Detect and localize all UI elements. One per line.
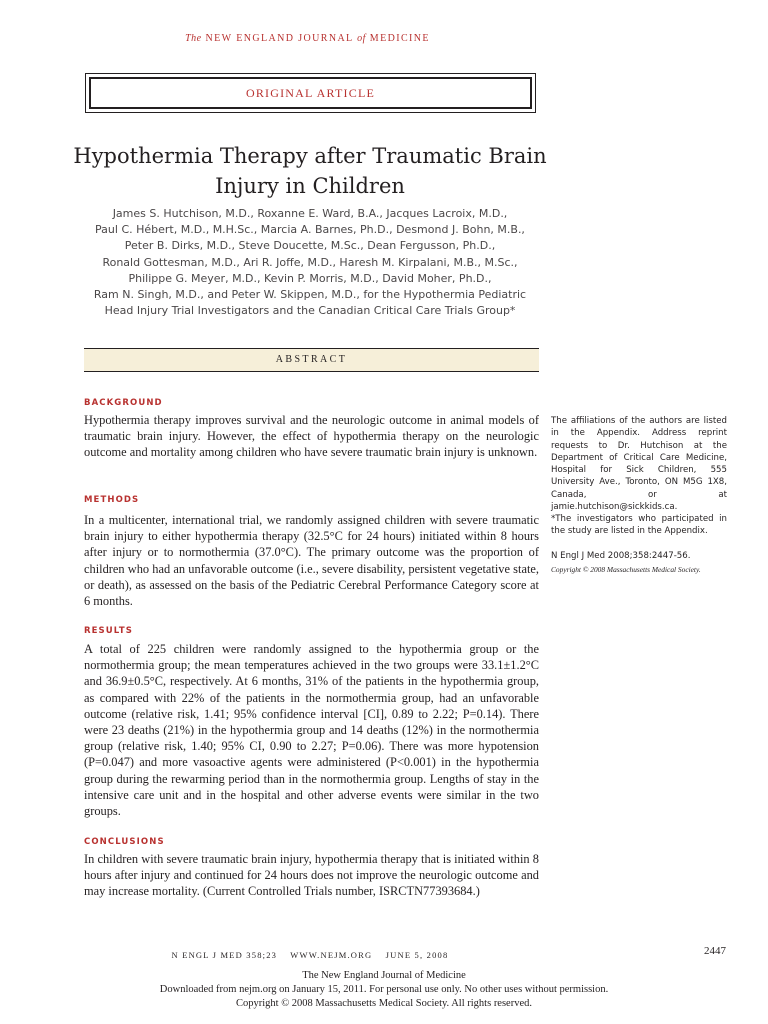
author-line: Peter B. Dirks, M.D., Steve Doucette, M.Sc., Dean Fergusson, Ph.D., [124,239,496,253]
author-line: Paul C. Hébert, M.D., M.H.Sc., Marcia A. Barnes, Ph.D., Desmond J. Bohn, M.B., [95,223,525,237]
author-line: Ram N. Singh, M.D., and Peter W. Skippen, M.D., for the Hypothermia Pediatric [93,288,527,302]
author-line: James S. Hutchison, M.D., Roxanne E. Ward, B.A., Jacques Lacroix, M.D., [112,207,508,220]
article-type-box [85,73,536,113]
background-heading: BACKGROUND [84,398,163,408]
abstract-heading: ABSTRACT [84,348,539,372]
journal-header [0,33,615,44]
methods-heading: METHODS [84,495,140,505]
journal-header-of: of [357,33,366,44]
journal-header-medicine: MEDICINE [369,33,430,44]
download-journal-line: The New England Journal of Medicine [302,970,466,981]
conclusions-text: In children with severe traumatic brain injury, hypothermia therapy that is initiated within 8 hours after injury and continued for 24 hours does not improve the neurologic outcome and may increase mortality. (Current Controlled Trials number, ISRCTN77393684.) [84,852,539,899]
author-line: Head Injury Trial Investigators and the Canadian Critical Care Trials Group* [104,304,516,318]
conclusions-heading: CONCLUSIONS [84,837,165,847]
page-number: 2447 [704,945,726,957]
running-footer: N ENGL J MED 358;23 WWW.NEJM.ORG JUNE 5, 2008 [171,950,449,960]
results-text: A total of 225 children were randomly assigned to the hypothermia group or the normothermia group; the mean temperatures achieved in the two groups were 33.1±1.2°C and 36.9±0.5°C, respectively. At 6 months, 31% of the patients in the hypothermia group, as compared with 22% of the patients in the normothermia group, had an unfavorable outcome (relative risk, 1.41; 95% confidence interval [CI], 0.89 to 2.22; P=0.14). There were 23 deaths (21%) in the hypothermia group and 14 deaths (12%) in the normothermia group (relative risk, 1.40; 95% CI, 0.90 to 2.27; P=0.06). There was more hypotension (P=0.047) and more vasoactive agents were administered (P<0.001) in the hypothermia group during the rewarming period than in the normothermia group. Lengths of stay in the intensive care unit and in the hospital and other adverse events were similar in the two groups. [84,642,539,819]
article-title-line-1: Hypothermia Therapy after Traumatic Brain [73,144,547,168]
journal-header-the: The [185,33,202,44]
author-line: Ronald Gottesman, M.D., Ari R. Joffe, M.D., Haresh M. Kirpalani, M.B., M.Sc., [102,255,518,269]
background-text: Hypothermia therapy improves survival and the neurologic outcome in animal models of traumatic brain injury. However, the effect of hypothermia therapy on the neurologic outcome and mortality among children who have severe traumatic brain injury is unknown. [84,413,539,460]
results-heading: RESULTS [84,626,134,636]
copyright-note: Copyright © 2008 Massachusetts Medical Society. [551,565,701,574]
author-line: Philippe G. Meyer, M.D., Kevin P. Morris, M.D., David Moher, Ph.D., [128,271,492,285]
citation: N Engl J Med 2008;358:2447-56. [551,551,691,561]
article-type-label: ORIGINAL ARTICLE [89,77,532,109]
download-notice: Downloaded from nejm.org on January 15, 2011. For personal use only. No other uses without permission. [159,984,609,995]
article-title [60,141,560,201]
journal-header-name: NEW ENGLAND JOURNAL [205,33,354,44]
author-list [60,206,560,319]
author-affiliations: The affiliations of the authors are listed in the Appendix. Address reprint requests to Dr. Hutchison at the Department of Critical Care Medicine, Hospital for Sick Children, 555 University Ave., Toronto, ON M5G 1X8, Canada, or at jamie.hutchison@sickkids.ca. [551,416,727,513]
article-title-line-2: Injury in Children [215,174,405,198]
investigators-note: *The investigators who participated in the study are listed in the Appendix. [551,514,727,537]
methods-text: In a multicenter, international trial, we randomly assigned children with severe traumatic brain injury to either hypothermia therapy (32.5°C for 24 hours) initiated within 8 hours after injury or to normothermia (37.0°C). The primary outcome was the proportion of children who had an unfavorable outcome (i.e., severe disability, persistent vegetative state, or death), as assessed on the basis of the Pediatric Cerebral Performance Category score at 6 months. [84,513,539,609]
download-copyright: Copyright © 2008 Massachusetts Medical Society. All rights reserved. [236,998,532,1009]
